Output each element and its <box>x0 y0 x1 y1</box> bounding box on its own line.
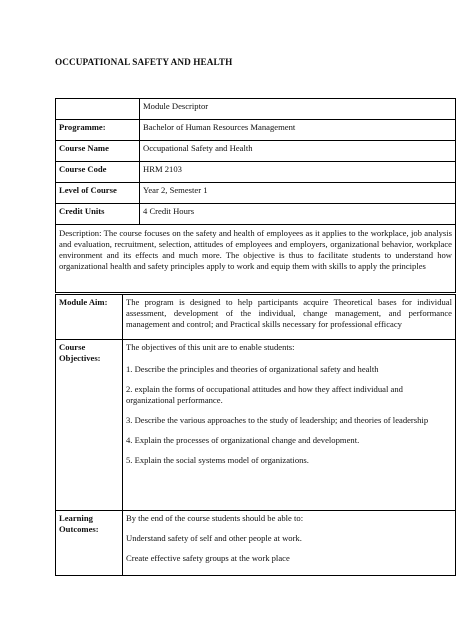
level-value: Year 2, Semester 1 <box>140 183 456 204</box>
table-row <box>56 183 456 204</box>
table-row <box>56 295 456 340</box>
course-description: Description: The course focuses on the safety and health of employees as it applies to the workplace, job analysis and evaluation, recruitment, selection, attitudes of employees and employers, organizational behavior, workplace environment and its effects and much more. The objective is thus to facilitate students to understand how organizational health and safety principles apply to work and equip them with skills to apply the principles <box>56 225 456 293</box>
objective-item: 4. Explain the processes of organizational change and development. <box>126 435 360 445</box>
course-code-label: Course Code <box>56 162 140 183</box>
module-aim-text: The program is designed to help participants acquire Theoretical bases for individual assessment, development of the individual, change management, and performance management and control; and Practical skills necessary for professional efficacy <box>123 295 456 340</box>
credit-units-value: 4 Credit Hours <box>140 204 456 225</box>
outcome-item: Understand safety of self and other people at work. <box>126 533 302 543</box>
objective-item: 2. explain the forms of occupational attitudes and how they affect individual and organizational performance. <box>126 384 403 405</box>
credit-units-label: Credit Units <box>56 204 140 225</box>
table-row <box>56 99 456 120</box>
objective-item: 1. Describe the principles and theories of organizational safety and health <box>126 364 379 374</box>
module-info-table <box>55 98 456 293</box>
course-code-value: HRM 2103 <box>140 162 456 183</box>
outcomes-intro: By the end of the course students should be able to: <box>126 513 304 523</box>
programme-value: Bachelor of Human Resources Management <box>140 120 456 141</box>
module-details-table <box>55 294 456 576</box>
course-objectives-content <box>123 340 456 511</box>
course-name-label: Course Name <box>56 141 140 162</box>
objectives-intro: The objectives of this unit are to enable students: <box>126 342 295 352</box>
course-name-value: Occupational Safety and Health <box>140 141 456 162</box>
programme-label: Programme: <box>56 120 140 141</box>
module-aim-label: Module Aim: <box>56 295 123 340</box>
table-row <box>56 141 456 162</box>
table-row <box>56 511 456 576</box>
empty-cell <box>56 99 140 120</box>
table-row <box>56 340 456 511</box>
table-row <box>56 225 456 293</box>
module-descriptor-heading: Module Descriptor <box>140 99 456 120</box>
table-row <box>56 120 456 141</box>
document-title: OCCUPATIONAL SAFETY AND HEALTH <box>55 57 233 67</box>
outcome-item: Create effective safety groups at the work place <box>126 553 290 563</box>
objective-item: 5. Explain the social systems model of organizations. <box>126 455 309 465</box>
learning-outcomes-label: Learning Outcomes: <box>56 511 123 576</box>
objective-item: 3. Describe the various approaches to the study of leadership; and theories of leadership <box>126 415 429 425</box>
course-objectives-label: Course Objectives: <box>56 340 123 511</box>
level-label: Level of Course <box>56 183 140 204</box>
table-row <box>56 162 456 183</box>
table-row <box>56 204 456 225</box>
learning-outcomes-content <box>123 511 456 576</box>
